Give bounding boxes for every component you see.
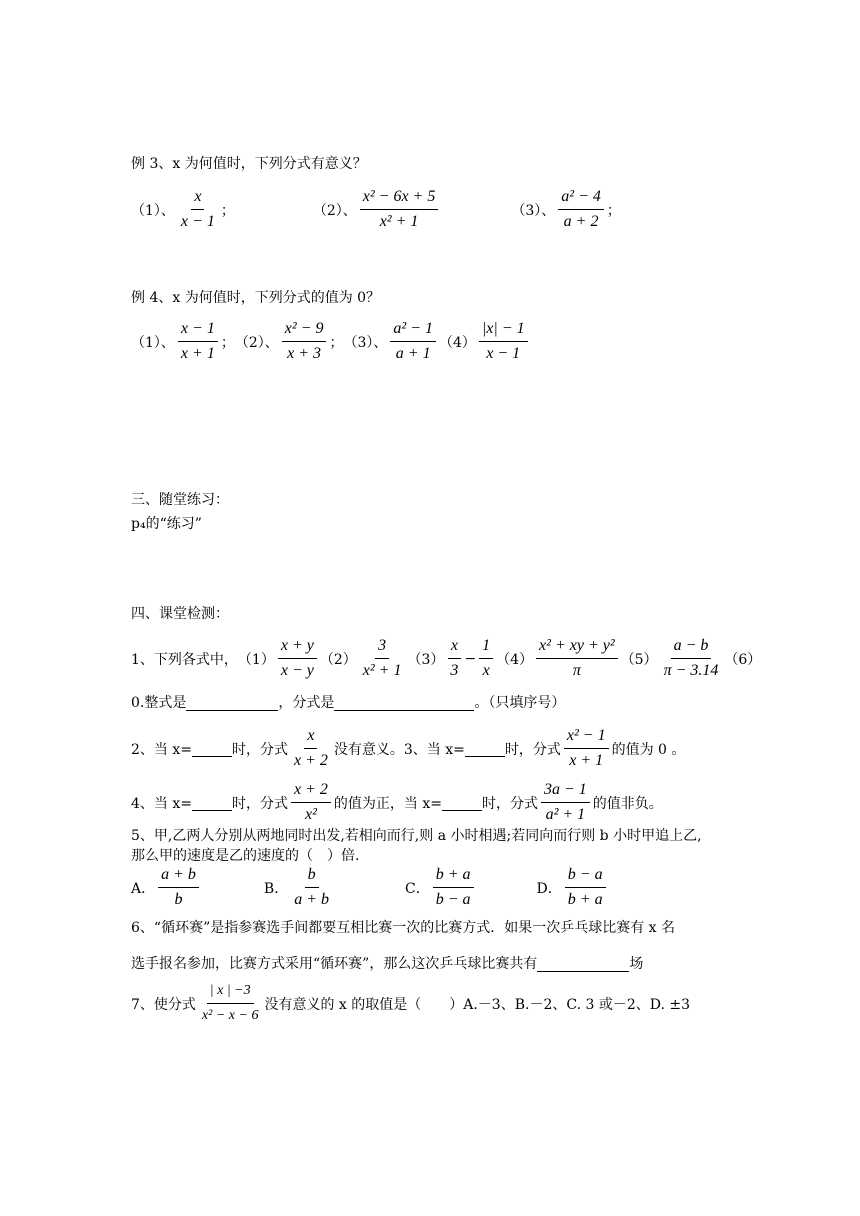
ex4-item3-fraction xyxy=(390,320,436,363)
q6-text-b: 场 xyxy=(629,956,644,972)
ex3-item1-label: （1）、 xyxy=(131,202,175,219)
denominator: 3 xyxy=(450,662,459,679)
q1-item3-minus: − xyxy=(464,650,477,667)
numerator: x² − 9 xyxy=(282,320,327,342)
ex3-item3-label: （3）、 xyxy=(511,202,556,219)
question-1-answer-row xyxy=(131,692,565,712)
q3-text-a: 没有意义。3、当 x= xyxy=(333,741,465,758)
denominator: b − a xyxy=(435,891,471,908)
ex3-item3-tail: ； xyxy=(606,202,621,219)
q1-item2-label: （2） xyxy=(319,651,357,668)
q6-blank[interactable] xyxy=(537,955,629,972)
q3-fraction xyxy=(564,727,609,770)
q1-item5-label: （5） xyxy=(620,651,658,668)
q5-option-d-label: D． xyxy=(536,880,562,897)
q5-line-2: 那么甲的速度是乙的速度的（ ）倍. xyxy=(131,848,360,864)
ex4-item1-label: （1）、 xyxy=(131,334,175,351)
q4-text-b: 时，分式 xyxy=(231,795,288,812)
q1-item6-label: （6） xyxy=(724,651,762,668)
numerator: x² − 6x + 5 xyxy=(360,188,439,210)
numerator: 3 xyxy=(375,637,389,659)
q1-item5-fraction xyxy=(661,637,722,680)
q6-line-2 xyxy=(131,953,643,973)
q5-options xyxy=(131,866,609,909)
denominator: x + 1 xyxy=(569,752,604,769)
q1-note: 。（只填序号） xyxy=(474,695,566,711)
q1-item2-fraction xyxy=(360,637,405,680)
denominator: x² + 1 xyxy=(379,213,419,230)
denominator: x² − x − 6 xyxy=(201,1008,259,1023)
q1-item3-fraction-a xyxy=(447,637,461,680)
numerator: x² − 1 xyxy=(564,727,609,749)
q4-text-c: 的值为正，当 x= xyxy=(333,795,442,812)
section-4-heading: 四、课堂检测： xyxy=(131,606,229,622)
q1-integral-label: 0.整式是 xyxy=(131,695,187,711)
q2-text-a: 2、当 x= xyxy=(131,741,192,758)
q1-lead: 1、下列各式中， xyxy=(131,651,238,668)
denominator: b xyxy=(174,891,183,908)
denominator: a + 1 xyxy=(395,345,431,362)
denominator: x + 3 xyxy=(287,345,322,362)
q5-option-a-label: A． xyxy=(131,880,156,897)
ex4-item4-fraction xyxy=(479,320,528,363)
numerator: x xyxy=(304,727,317,749)
q6-text-a: 选手报名参加，比赛方式采用“循环赛”，那么这次乒乓球比赛共有 xyxy=(131,956,538,972)
q2-blank[interactable] xyxy=(192,740,232,757)
q7-text-b: 没有意义的 x 的取值是（ ）A.－3、B.－2、C. 3 或－2、D. ±3 xyxy=(264,996,691,1013)
q3-text-b: 时，分式 xyxy=(504,741,561,758)
q6-line-1: 6、“循环赛”是指参赛选手间都要互相比赛一次的比赛方式．如果一次乒乓球比赛有 x 名 xyxy=(131,920,676,936)
denominator: x + 2 xyxy=(293,752,328,769)
q2-fraction xyxy=(291,727,331,770)
ex4-item2-fraction xyxy=(282,320,327,363)
question-2-3-row xyxy=(131,727,685,770)
numerator: b + a xyxy=(433,866,474,888)
q7-text-a: 7、使分式 xyxy=(131,996,196,1013)
q1-item3-label: （3） xyxy=(407,651,445,668)
section-3-line: p₄的“练习” xyxy=(131,516,202,532)
denominator: x − 1 xyxy=(180,213,215,230)
q1-item4-label: （4） xyxy=(496,651,534,668)
denominator: x − y xyxy=(280,662,314,679)
q1-fraction-blank[interactable] xyxy=(334,694,474,711)
q4-text-a: 4、当 x= xyxy=(131,795,192,812)
q4-fraction-2 xyxy=(541,781,590,824)
q4-blank-2[interactable] xyxy=(442,794,482,811)
question-4-row xyxy=(131,781,663,824)
q3-blank[interactable] xyxy=(465,740,505,757)
ex3-item2-label: （2）、 xyxy=(312,202,357,219)
q1-item1-fraction xyxy=(278,637,317,680)
q5-option-b-fraction[interactable] xyxy=(291,866,332,909)
q5-option-c-fraction[interactable] xyxy=(433,866,474,909)
numerator: b xyxy=(305,866,319,888)
ex3-item1-fraction xyxy=(178,188,218,231)
ex4-item1-fraction xyxy=(178,320,218,363)
q5-option-b-label: B． xyxy=(263,880,289,897)
numerator: a + b xyxy=(158,866,199,888)
numerator: x + y xyxy=(278,637,317,659)
denominator: π xyxy=(572,662,581,679)
ex4-item2-label: （2）、 xyxy=(234,334,279,351)
numerator: a² − 4 xyxy=(558,188,604,210)
numerator: x + 2 xyxy=(291,781,331,803)
ex3-item2-fraction xyxy=(360,188,439,231)
numerator: 1 xyxy=(479,637,493,659)
numerator: a² − 1 xyxy=(390,320,436,342)
example-3-title: 例 3、x 为何值时，下列分式有意义？ xyxy=(131,156,367,172)
question-7-row xyxy=(131,982,690,1025)
q5-option-c-label: C． xyxy=(405,880,430,897)
numerator: x xyxy=(448,637,461,659)
ex4-item2-tail: ； xyxy=(329,334,344,351)
numerator: |x| − 1 xyxy=(479,320,528,342)
numerator: x − 1 xyxy=(178,320,218,342)
example-4-title: 例 4、x 为何值时，下列分式的值为 0？ xyxy=(131,290,381,306)
q1-item4-fraction xyxy=(536,637,618,680)
q4-text-d: 时，分式 xyxy=(481,795,538,812)
q2-text-b: 时，分式 xyxy=(231,741,288,758)
section-3-heading: 三、随堂练习： xyxy=(131,492,229,508)
denominator: x² + 1 xyxy=(362,662,402,679)
numerator: | x | −3 xyxy=(207,982,254,1004)
numerator: b − a xyxy=(565,866,606,888)
q1-integral-blank[interactable] xyxy=(186,694,278,711)
q1-fraction-label: ，分式是 xyxy=(278,695,335,711)
denominator: a² + 1 xyxy=(545,806,586,823)
example-4-items xyxy=(131,320,531,363)
ex4-item3-label: （3）、 xyxy=(343,334,388,351)
q4-fraction-1 xyxy=(291,781,331,824)
ex3-item1-tail: ； xyxy=(220,202,235,219)
q7-fraction xyxy=(199,982,262,1025)
denominator: x xyxy=(482,662,490,679)
numerator: 3a − 1 xyxy=(541,781,590,803)
q5-option-d-fraction[interactable] xyxy=(565,866,606,909)
numerator: a − b xyxy=(671,637,712,659)
denominator: x − 1 xyxy=(486,345,521,362)
q3-text-c: 的值为 0 。 xyxy=(611,741,686,758)
example-3-items xyxy=(131,188,621,231)
q1-item3-fraction-b xyxy=(479,637,493,680)
ex4-item4-label: （4） xyxy=(438,334,476,351)
ex3-item3-fraction xyxy=(558,188,604,231)
q4-blank-1[interactable] xyxy=(192,794,232,811)
q5-line-1: 5、甲,乙两人分别从两地同时出发,若相向而行,则 a 小时相遇;若同向而行则 b 小时甲追上乙, xyxy=(131,828,702,844)
denominator: a + 2 xyxy=(563,213,599,230)
denominator: x + 1 xyxy=(180,345,215,362)
denominator: a + b xyxy=(294,891,330,908)
ex4-item1-tail: ； xyxy=(220,334,235,351)
numerator: x xyxy=(191,188,204,210)
q1-item1-label: （1） xyxy=(237,651,275,668)
denominator: b + a xyxy=(567,891,603,908)
question-1-row xyxy=(131,637,761,680)
numerator: x² + xy + y² xyxy=(536,637,618,659)
denominator: x² xyxy=(304,806,317,823)
q4-text-e: 的值非负。 xyxy=(592,795,663,812)
q5-option-a-fraction[interactable] xyxy=(158,866,199,909)
denominator: π − 3.14 xyxy=(663,662,719,679)
